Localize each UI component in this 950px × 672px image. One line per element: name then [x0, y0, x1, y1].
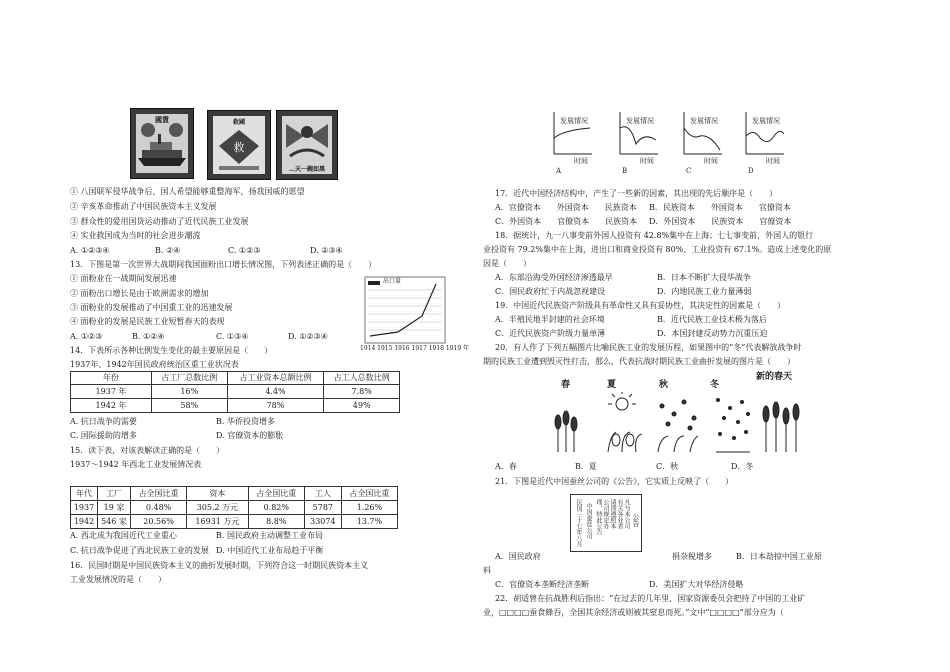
option-tail: 料 [483, 566, 491, 575]
q13-item: ② 面粉出口增长是由于欧洲需求的增加 [70, 289, 209, 298]
graph-xlabel: 时间 [640, 157, 654, 165]
option: C．秋 [656, 462, 679, 471]
option: D．本国封建反动势力沉重压迫 [657, 329, 768, 338]
table-header: 占全国比重 [341, 487, 397, 501]
season-label: 春 [561, 380, 571, 390]
question-22: 22．胡适曾在抗战胜利后指出：“在过去的几年里，国家资源委员会把持了中国的工业矿 [495, 594, 806, 603]
table-header: 工人 [304, 487, 341, 501]
notice-body: 请即遵照本 [609, 499, 616, 529]
option: B. 华侨投资增多 [216, 417, 275, 426]
option: C. 抗日战争促进了西北民族工业的发展 [70, 546, 209, 555]
flour-export-chart [364, 276, 446, 346]
table-header: 占全国比重 [131, 487, 187, 501]
q13-item: ③ 面粉业的发展推动了中国重工业的迅速发展 [70, 303, 233, 312]
poster-label: …天一碗如黑 [288, 166, 325, 173]
svg-text:救: 救 [233, 141, 245, 154]
table-header: 年份 [71, 372, 152, 385]
question-20: 期的民族工业遭到毁灭性打击，那么，代表抗战时期民族工业曲折发展的图片是（ ） [483, 357, 795, 366]
option: A．国民政府 [495, 552, 541, 561]
table-cell: 7.8% [324, 385, 400, 399]
notice-body: 凡与本公司 [623, 499, 630, 529]
table-cell: 1937 [71, 501, 98, 515]
table-cell: 1942 [71, 515, 98, 529]
season-label: 冬 [710, 380, 720, 390]
graph-letter: B [622, 167, 628, 175]
option: D．外国资本 民族资本 官僚资本 [649, 217, 792, 226]
option: A．东部沿海受外国经济渗透最早 [495, 273, 613, 282]
table-header: 资本 [187, 487, 249, 501]
table-cell: 58% [152, 399, 228, 413]
graph-title: 发展情况 [560, 117, 588, 125]
table-cell: 0.82% [248, 501, 304, 515]
option: D. ①②③④ [288, 332, 328, 341]
table-cell: 19 家 [98, 501, 131, 515]
question-17: 17．近代中国经济结构中，产生了一些新的因素，其出现的先后顺序是（ ） [495, 189, 778, 198]
graph-letter: C [686, 167, 692, 175]
notice-body: 理，特此公告 [595, 499, 602, 535]
graph-xlabel: 时间 [574, 157, 588, 165]
graph-xlabel: 时间 [766, 157, 780, 165]
notice-body: 有关各业者 [616, 499, 623, 529]
table-cell: 5787 [304, 501, 341, 515]
option: B．日本劫掠中国工业原 [736, 552, 822, 561]
option: B. ①②④ [132, 332, 165, 341]
question-13: 13．下图是第一次世界大战期间我国面粉出口增长情况图，下列表述正确的是（ ） [70, 260, 377, 269]
table-cell: 49% [324, 399, 400, 413]
graph-title: 发展情况 [626, 117, 654, 125]
question-21: 21．下图是近代中国蚕丝公司的《公告》，它实质上反映了（ ） [495, 477, 734, 486]
question-16: 16．民国时期是中国民族资本主义的曲折发展时期，下列符合这一时期民族资本主义 [70, 561, 369, 570]
table-header: 占全国比重 [248, 487, 304, 501]
season-label: 新的春天 [756, 372, 793, 382]
option: A. ①②③ [70, 332, 103, 341]
graph-letter: A [556, 167, 562, 175]
statement: ② 辛亥革命推动了中国民族资本主义发展 [70, 202, 217, 211]
option: D．冬 [731, 462, 754, 471]
table-cell: 33074 [304, 515, 341, 529]
question-18: 业投资有 79.2%集中在上海，进出口和商业投资有 80%、工业投资有 67.1%。造成上述变化的原 [483, 245, 832, 254]
table-caption: 1937～1942 年西北工业发展情况表 [70, 460, 202, 469]
table-cell: 0.48% [131, 501, 187, 515]
option: C．官僚资本垄断经济垄断 [495, 580, 590, 589]
notice-date: 民国三十七年八月 [575, 499, 582, 547]
table-header: 占工人总数比例 [324, 372, 400, 385]
option: D. ②③④ [310, 246, 343, 255]
table-cell: 1942 年 [71, 399, 152, 413]
option: B. ②④ [155, 246, 181, 255]
table-cell: 1.26% [341, 501, 397, 515]
option: A. 西北成为我国近代工业重心 [70, 531, 177, 540]
table-cell: 16931 万元 [187, 515, 249, 529]
table-cell: 78% [227, 399, 324, 413]
question-18: 18．据统计，九一八事变前外国人投资有 42.8%集中在上海；七七事变前，外国人的银行 [495, 231, 814, 240]
notice-sign: 中国蚕丝公司 [585, 503, 592, 539]
table-cell: 20.56% [131, 515, 187, 529]
table-cell: 546 家 [98, 515, 131, 529]
option: B．夏 [575, 462, 597, 471]
table-cell: 305.2 万元 [187, 501, 249, 515]
option: D. 官僚资本的膨胀 [216, 431, 284, 440]
question-20: 20．有人作了下列五幅图片比喻民族工业的发展历程，如果图中的“冬”代表解放战争时 [495, 343, 802, 352]
option: A. 抗日战争的需要 [70, 417, 137, 426]
option: A．半殖民地半封建的社会环境 [495, 315, 605, 324]
option-tail: 捐杂税增多 [672, 552, 712, 561]
poster-flags [276, 110, 338, 180]
table-cell: 4.4% [227, 385, 324, 399]
silk-company-notice [570, 494, 642, 552]
statement: ① 八国联军侵华战争后，国人希望能够重整海军，扬我国威的愿望 [70, 187, 305, 196]
table-cell: 13.7% [341, 515, 397, 529]
option: A．官僚资本 外国资本 民族资本 [495, 203, 637, 212]
poster-save-nation [207, 110, 271, 180]
option: A．春 [495, 462, 517, 471]
graph-title: 发展情况 [690, 117, 718, 125]
poster-warship [130, 108, 194, 179]
question-22: 业，□□□□蚕食蜂吞，全国其余经济或则被其窒息而死。”文中“□□□□”部分应为（ [483, 608, 784, 617]
option: C．近代民族资产阶级力量单薄 [495, 329, 606, 338]
q13-item: ① 面粉业在一战期间发展迅速 [70, 274, 177, 283]
table-header: 占工业资本总额比例 [227, 372, 324, 385]
table-caption: 1937年、1942年国民政府统治区重工业状况表 [70, 360, 239, 369]
heavy-industry-table [70, 371, 400, 413]
option: C. 国际援助的增多 [70, 431, 137, 440]
chart-years: 1914 1915 1916 1917 1918 1919 年 [360, 345, 470, 352]
option: A. ①②③④ [70, 246, 110, 255]
option: B．民族资本 外国资本 官僚资本 [649, 203, 791, 212]
table-header: 占工厂总数比例 [152, 372, 228, 385]
option: C．外国资本 官僚资本 民族资本 [495, 217, 638, 226]
table-header: 工厂 [98, 487, 131, 501]
graph-letter: D [748, 167, 754, 175]
notice-body: 公司规定办 [602, 499, 609, 529]
statement: ③ 群众性的爱用国货运动推动了近代民族工业发展 [70, 217, 249, 226]
season-label: 秋 [659, 380, 669, 390]
option: D. 中国近代工业布局趋于平衡 [216, 546, 324, 555]
option: B. 国民政府主动调整工业布局 [216, 531, 323, 540]
option: D．内地民族工业力量薄弱 [657, 287, 752, 296]
question-15: 15．读下表，对该表解读正确的是（ ） [70, 446, 225, 455]
table-header: 年代 [71, 487, 98, 501]
graph-title: 发展情况 [752, 117, 780, 125]
table-cell: 1937 年 [71, 385, 152, 399]
seasons-illustration [550, 392, 810, 456]
option: B．日本不断扩大侵华战争 [657, 273, 751, 282]
graph-xlabel: 时间 [704, 157, 718, 165]
question-18: 因是（ ） [483, 259, 531, 268]
notice-title: 公告 [632, 513, 640, 527]
table-cell: 16% [152, 385, 228, 399]
poster-label: 救國 [232, 119, 245, 126]
poster-label: 國貨 [155, 115, 169, 124]
question-19: 19．中国近代民族资产阶级具有革命性又具有妥协性，其决定性的因素是（ ） [495, 301, 786, 310]
season-label: 夏 [607, 380, 617, 390]
northwest-industry-table [70, 486, 398, 529]
statement: ④ 实业救国成为当时的社会进步潮流 [70, 231, 201, 240]
option: C．国民政府忙于内战忽视建设 [495, 287, 606, 296]
option: D．美国扩大对华经济侵略 [649, 580, 744, 589]
option: B．近代民族工业技术极为落后 [657, 315, 767, 324]
q13-item: ④ 面粉业的发展是民族工业短暂春天的表现 [70, 317, 225, 326]
option: C. ①②③ [228, 246, 261, 255]
table-cell: 8.8% [248, 515, 304, 529]
chart-legend: 出口量 [383, 278, 402, 285]
question-14: 14．下表所示各种比例发生变化的最主要原因是（ ） [70, 346, 273, 355]
option: C. ①③④ [216, 332, 249, 341]
question-16: 工业发展情况的是（ ） [70, 575, 166, 584]
